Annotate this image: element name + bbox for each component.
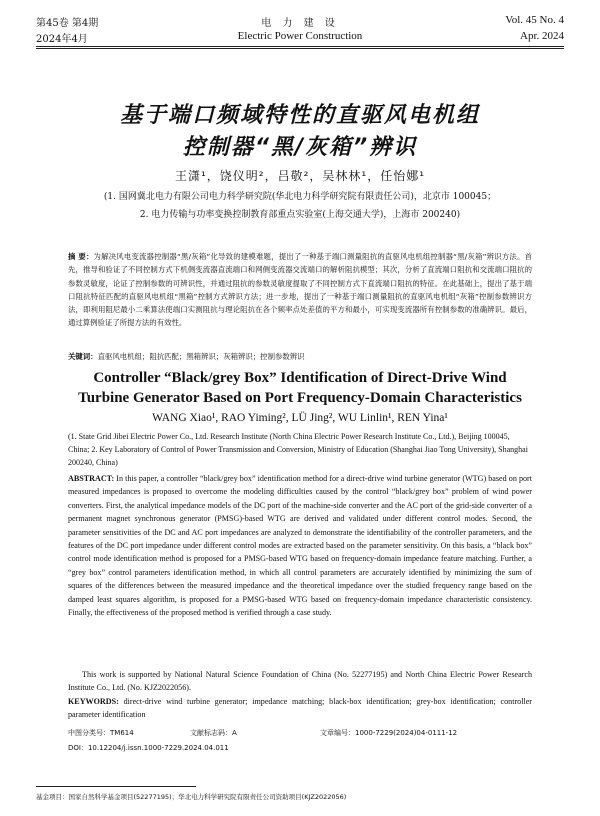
funding-footnote-cn: 基金项目：国家自然科学基金项目(52277195)；华北电力科学研究院有限责任公司资助项目(KJZ2022056) [36,793,347,801]
keywords-en-text: direct-drive wind turbine generator; impedance matching; black-box identification; grey-box identification; controller parameter identification [68,697,532,720]
abstract-cn [68,250,532,330]
keywords-cn [68,350,532,363]
header-rule-bottom [36,48,564,49]
issue-date-cn: 2024年4月 [36,34,88,45]
issue-date-en: Apr. 2024 [520,30,564,42]
keywords-cn-label: 关键词： [68,352,98,361]
journal-volume-en: Vol. 45 No. 4 [505,14,564,26]
title-cn-line1: 基于端口频域特性的直驱风电机组 [119,103,480,128]
abstract-cn-text: 为解决风电变流器控制器“黑/灰箱”化导致的建模难题，提出了一种基于端口测量阻抗的直驱风电机组控制器“黑/灰箱”辨识方法。首先，推导和验证了不同控制方式下机侧变流器直流端口和网侧变流器交流端口的解析阻抗模型；其次，分析了直流端口阻抗和交流端口阻抗的参数灵敏度，论证了控制参数的可辨识性，并通过阻抗的参数灵敏度提取了不同控制方式下直流端口阻抗的特征。在此基础上，提出了基于端口阻抗特征匹配的直驱风电机组“黑箱”控制方式辨识方法；进一步地，提出了一种基于端口测量阻抗的直驱风电机组“灰箱”控制参数辨识方法，即利用阻尼最小二乘算法使端口实测阻抗与理论阻抗在各个频率点处差值的平方和最小，可实现变流器所有控制参数的准确辨识。最后，通过算例验证了所提方法的有效性。 [68,252,532,328]
funding-statement-en: This work is supported by National Natural Science Foundation of China (No. 52277195) and North China Electric Power Research Institute Co., Ltd. (No. KJZ2022056). [68,670,532,693]
document-code: 文献标志码：A [190,729,237,737]
clc-number: 中图分类号：TM614 [68,729,134,737]
journal-name-en: Electric Power Construction [237,30,363,42]
abstract-en-label: ABSTRACT: [68,474,115,483]
abstract-en [68,472,532,619]
affiliation-cn-line2: 2. 电力传输与功率变换控制教育部重点实验室(上海交通大学)，上海市 200240) [139,210,461,220]
abstract-cn-label: 摘 要： [68,252,94,261]
keywords-en [68,695,532,722]
footnote-rule [36,786,196,787]
title-cn-line2: 控制器“黑/灰箱”辨识 [182,135,418,160]
article-number: 文章编号：1000-7229(2024)04-0111-12 [320,729,458,737]
journal-volume-cn: 第45卷 第4期 [36,18,99,29]
keywords-cn-text: 直驱风电机组；阻抗匹配；黑箱辨识；灰箱辨识；控制参数辨识 [97,352,305,361]
authors-cn: 王潇¹，饶仪明²，吕敬²，吴林林¹，任怡娜¹ [174,169,426,183]
abstract-en-text: In this paper, a controller “black/grey box” identification method for a direct-drive wind turbine generator (WTG) based on port measured impedances is proposed to overcome the modeling difficulties caused by the control “black/grey box” problem of wind power converters. First, the analytical impedance models of the DC port of the machine-side converter and the AC port of the grid-side converter of a permanent magnet synchronous generator (PMSG)-based WTG are derived and validated under different control modes. Second, the parameter sensitivities of the DC and AC port impedances are analyzed to demonstrate the identifiability of the controller parameters, and the features of the DC port impedance under different control modes are extracted based on the parameter sensitivity. On this basis, a “black box” control mode identification method is proposed for a PMSG-based WTG based on frequency-domain impedance feature matching. Further, a “grey box” control parameters identification method, in which all control parameters are accurately identified by minimizing the sum of squares of the differences between the measured impedance and the theoretical impedance over the studied frequency range based on the damped least squares algorithm, is proposed for a PMSG-based WTG based on frequency-domain impedance characteristic consistency. Finally, the effectiveness of the proposed method is verified through a case study. [68,474,532,618]
affiliation-en: (1. State Grid Jibei Electric Power Co., Ltd. Research Institute (North China Electric Power Research Institute Co., Ltd.), Beijing 100045, China; 2. Key Laboratory of Control of Power Transmission and Conversion, Ministry of Education (Shanghai Jiao Tong University), Shanghai 200240, China) [68,432,528,467]
doi: DOI：10.12204/j.issn.1000-7229.2024.04.011 [68,744,229,752]
keywords-en-label: KEYWORDS: [68,697,119,706]
header-rule-top [36,46,564,47]
affiliation-cn-line1: (1. 国网冀北电力有限公司电力科学研究院(华北电力科学研究院有限责任公司)，北京市 100045； [103,192,497,202]
authors-en: WANG Xiao¹, RAO Yiming², LÜ Jing², WU Linlin¹, REN Yina¹ [152,412,448,424]
title-en-line1: Controller “Black/grey Box” Identification of Direct-Drive Wind [93,370,507,386]
journal-name-cn: 电 力 建 设 [261,18,339,29]
title-en-line2: Turbine Generator Based on Port Frequency-Domain Characteristics [78,390,522,406]
